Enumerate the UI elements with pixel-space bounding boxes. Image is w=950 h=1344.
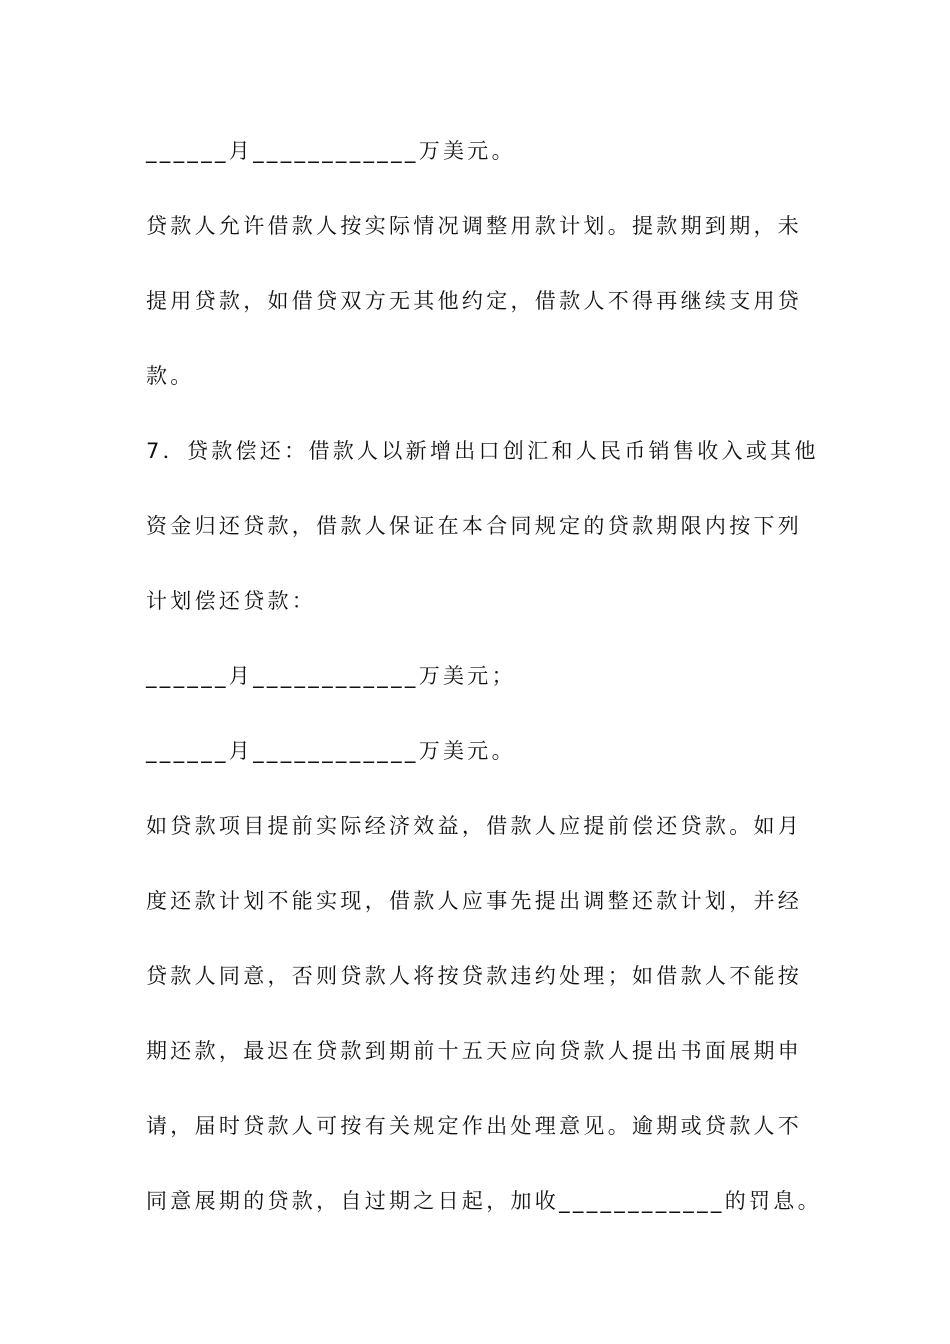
text-line-12: 贷款人同意，否则贷款人将按贷款违约处理；如借款人不能按: [146, 964, 803, 988]
text-line-9: ______月____________万美元。: [146, 739, 516, 763]
text-line-2: 贷款人允许借款人按实际情况调整用款计划。提款期到期，未: [146, 214, 803, 238]
text-line-4: 款。: [146, 364, 195, 388]
text-line-15: 同意展期的贷款，自过期之日起，加收____________的罚息。: [146, 1189, 822, 1213]
text-line-1: ______月____________万美元。: [146, 139, 516, 163]
text-line-3: 提用贷款，如借贷双方无其他约定，借款人不得再继续支用贷: [146, 289, 803, 313]
text-line-10: 如贷款项目提前实际经济效益，借款人应提前偿还贷款。如月: [146, 814, 803, 838]
text-line-5: 7．贷款偿还：借款人以新增出口创汇和人民币销售收入或其他: [146, 439, 819, 463]
text-line-14: 请，届时贷款人可按有关规定作出处理意见。逾期或贷款人不: [146, 1114, 803, 1138]
text-line-11: 度还款计划不能实现，借款人应事先提出调整还款计划，并经: [146, 889, 803, 913]
text-line-13: 期还款，最迟在贷款到期前十五天应向贷款人提出书面展期申: [146, 1039, 803, 1063]
text-line-8: ______月____________万美元；: [146, 664, 516, 688]
text-line-7: 计划偿还贷款：: [146, 589, 317, 613]
text-line-6: 资金归还贷款，借款人保证在本合同规定的贷款期限内按下列: [146, 514, 803, 538]
